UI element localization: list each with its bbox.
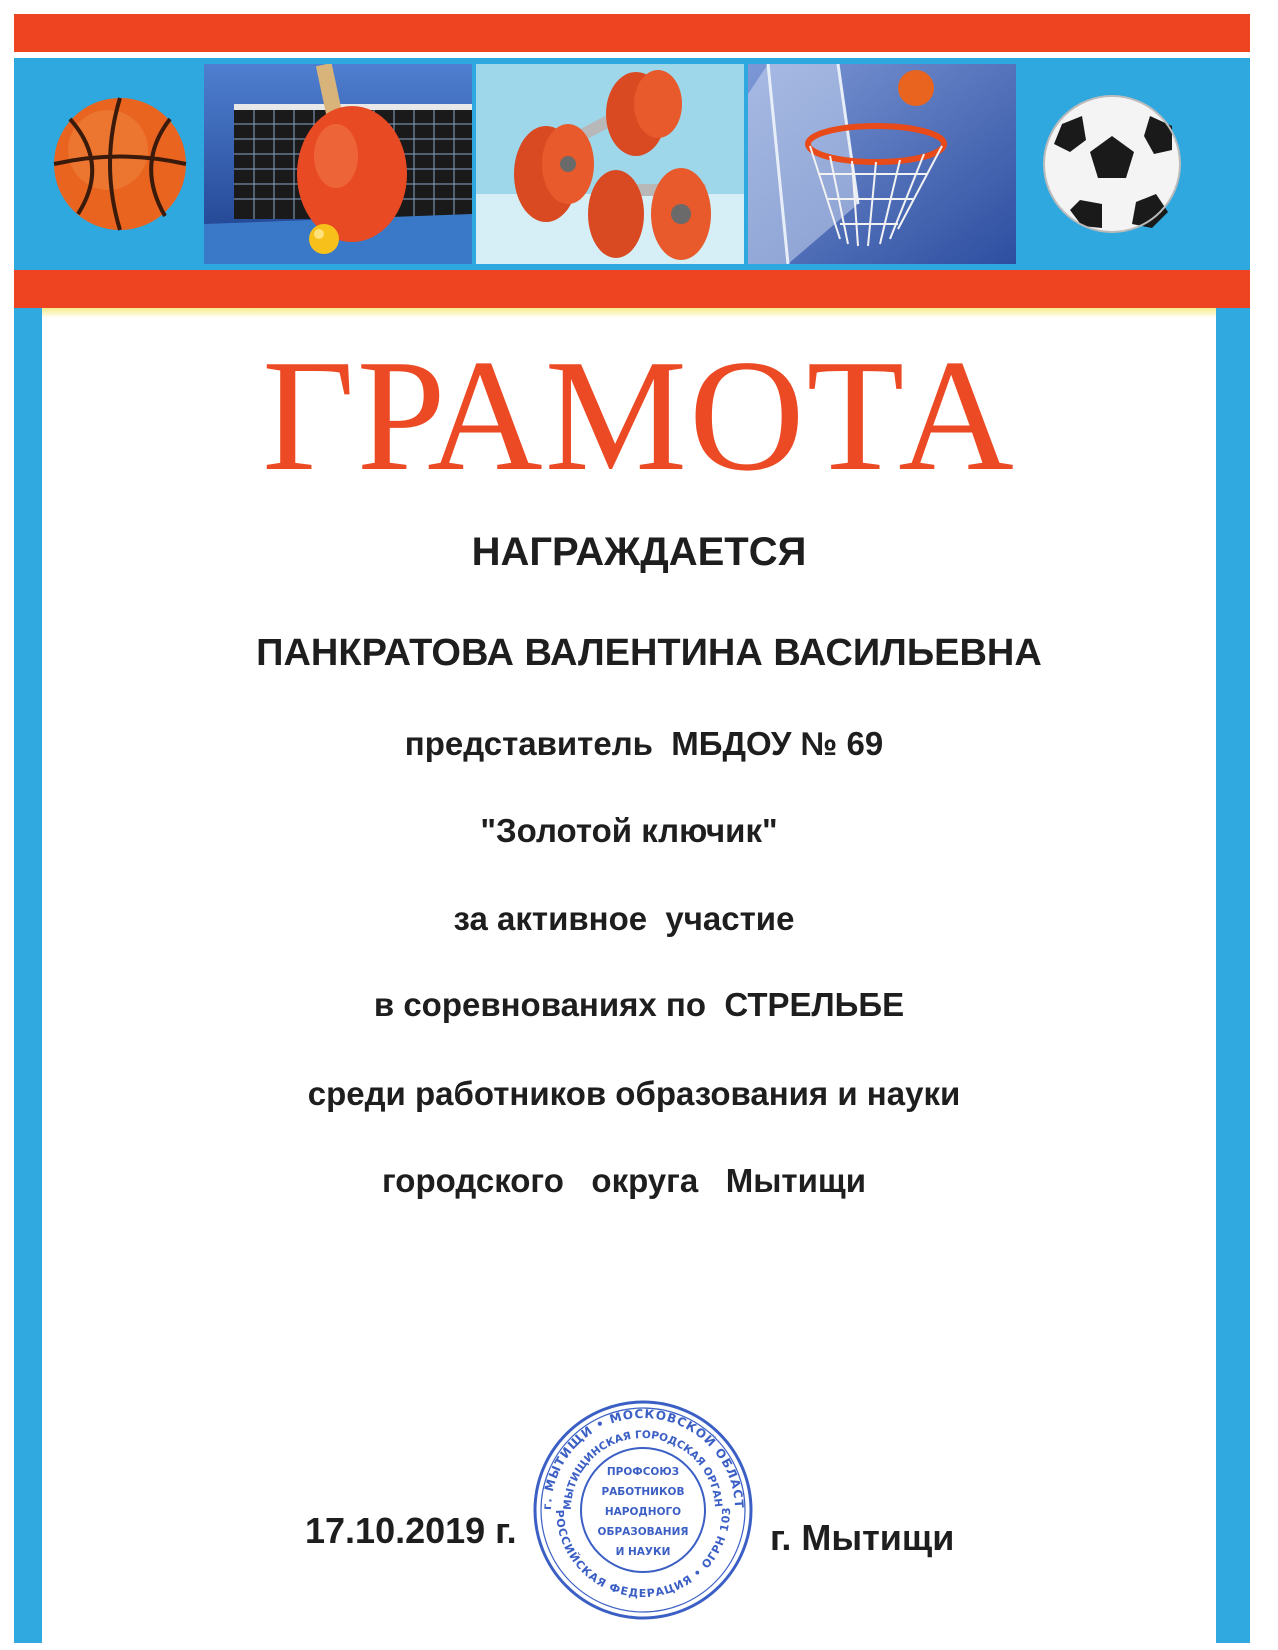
svg-text:НАРОДНОГО: НАРОДНОГО	[604, 1506, 682, 1518]
svg-text:РОССИЙСКАЯ ФЕДЕРАЦИЯ • ОГРН 10: РОССИЙСКАЯ ФЕДЕРАЦИЯ • ОГРН 103	[552, 1506, 734, 1601]
awarded-heading: НАГРАЖДАЕТСЯ	[471, 530, 807, 574]
svg-text:ПРОФСОЮЗ: ПРОФСОЮЗ	[606, 1466, 680, 1478]
organization-name: "Золотой ключик"	[480, 812, 778, 849]
competition-line: в соревнованиях по СТРЕЛЬБЕ	[373, 986, 905, 1023]
basketball-hoop-image	[748, 64, 1016, 264]
district-line: городского округа Мытищи	[381, 1162, 867, 1199]
reason-line: за активное участие	[453, 900, 795, 937]
recipient-name: ПАНКРАТОВА ВАЛЕНТИНА ВАСИЛЬЕВНА	[256, 632, 1042, 674]
dumbbells-image	[476, 64, 744, 264]
issue-place: г. Мытищи	[770, 1517, 955, 1558]
soccer-ball-image	[1022, 64, 1202, 264]
top-red-stripe	[14, 14, 1250, 52]
right-frame-border	[1216, 308, 1250, 1643]
audience-line: среди работников образования и науки	[307, 1075, 961, 1112]
svg-text:г. МЫТИЩИ • МОСКОВСКОЙ ОБЛАСТИ: г. МЫТИЩИ • МОСКОВСКОЙ ОБЛАСТ	[539, 1406, 747, 1511]
svg-text:МЫТИЩИНСКАЯ ГОРОДСКАЯ ОРГАНИЗА: МЫТИЩИНСКАЯ ГОРОДСКАЯ ОРГАН	[561, 1428, 725, 1511]
svg-text:ОБРАЗОВАНИЯ: ОБРАЗОВАНИЯ	[597, 1526, 689, 1538]
table-tennis-image	[204, 64, 472, 264]
organization-line: представитель МБДОУ № 69	[404, 725, 884, 762]
issue-date: 17.10.2019 г.	[305, 1510, 517, 1551]
svg-text:И НАУКИ: И НАУКИ	[615, 1546, 671, 1558]
bottom-red-stripe	[14, 270, 1250, 308]
basketball-image	[30, 64, 200, 264]
left-frame-border	[14, 308, 42, 1643]
svg-text:РАБОТНИКОВ: РАБОТНИКОВ	[601, 1486, 685, 1498]
organization-stamp	[528, 1395, 758, 1625]
certificate-title: ГРАМОТА	[262, 326, 1016, 504]
yellow-accent-strip	[42, 308, 1216, 318]
